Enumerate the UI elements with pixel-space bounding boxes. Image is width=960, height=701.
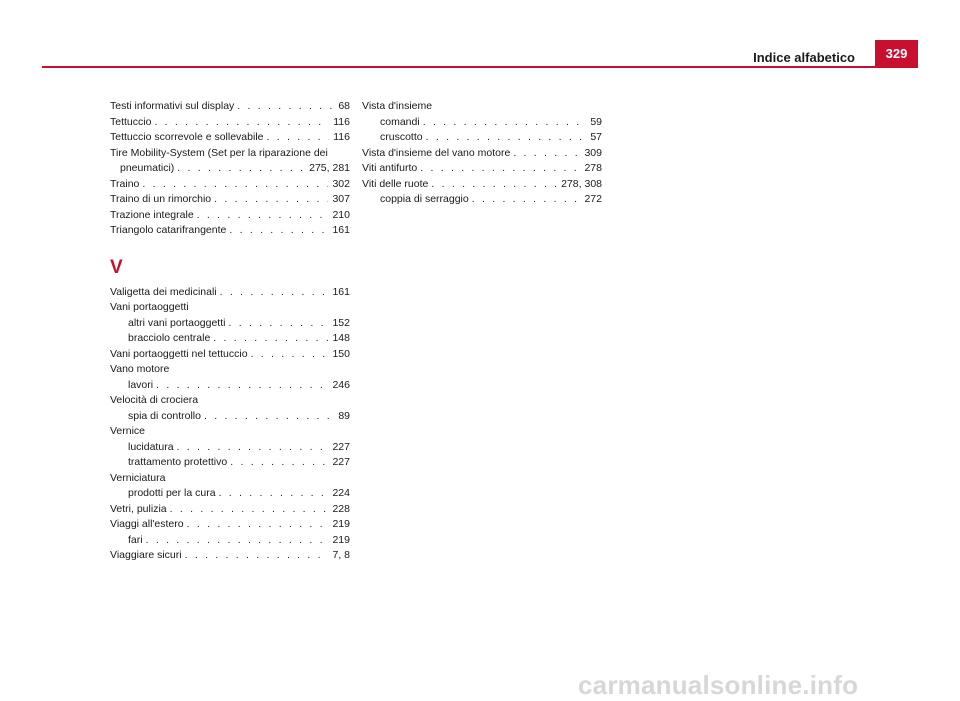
entry-term: Tire Mobility-System (Set per la riparazione dei bbox=[110, 146, 328, 159]
index-title: Indice alfabetico bbox=[753, 50, 855, 65]
page-number-badge: 329 bbox=[875, 40, 918, 67]
entry-page: 272 bbox=[584, 193, 602, 205]
index-entry bbox=[110, 424, 350, 471]
index-entry bbox=[110, 362, 350, 393]
index-subentry bbox=[362, 192, 602, 208]
entry-page: 219 bbox=[332, 518, 350, 530]
index-entry bbox=[110, 347, 350, 363]
entry-page: 89 bbox=[338, 409, 350, 422]
index-subentry bbox=[110, 378, 350, 394]
subentry-term: comandi bbox=[380, 115, 420, 128]
entry-page: 59 bbox=[590, 115, 602, 128]
index-entry bbox=[110, 502, 350, 518]
index-subentry bbox=[110, 331, 350, 347]
index-subentry bbox=[110, 409, 350, 425]
index-entry bbox=[110, 393, 350, 424]
entry-page: 57 bbox=[590, 131, 602, 143]
index-entry bbox=[362, 161, 602, 177]
subentry-term: coppia di serraggio bbox=[380, 193, 469, 205]
index-subentry bbox=[110, 455, 350, 471]
index-entry bbox=[110, 548, 350, 564]
entry-page: 161 bbox=[332, 285, 350, 298]
watermark-text: carmanualsonline.info bbox=[578, 670, 859, 700]
section-letter: V bbox=[110, 256, 123, 278]
entry-page: 224 bbox=[332, 487, 350, 499]
subentry-term: cruscotto bbox=[380, 131, 423, 143]
index-entry bbox=[110, 115, 350, 131]
index-entry bbox=[110, 130, 350, 146]
entry-heading: Velocità di crociera bbox=[110, 394, 199, 406]
entry-heading: Verniciatura bbox=[110, 471, 166, 484]
entry-term: Tettuccio bbox=[110, 115, 152, 128]
index-entry bbox=[362, 177, 602, 208]
entry-page: 278 bbox=[584, 162, 602, 174]
entry-term: Viaggiare sicuri bbox=[110, 549, 182, 561]
entry-term-continued: pneumatici) bbox=[120, 162, 175, 174]
subentry-term: altri vani portaoggetti bbox=[128, 316, 226, 329]
index-entry bbox=[110, 517, 350, 548]
entry-term: Traino di un rimorchio bbox=[110, 193, 212, 205]
index-entry bbox=[110, 300, 350, 347]
entry-page: 246 bbox=[332, 378, 350, 391]
entry-term: Testi informativi sul display bbox=[110, 100, 235, 112]
subentry-term: lucidatura bbox=[128, 440, 174, 453]
entry-page: 309 bbox=[584, 146, 602, 159]
index-entry bbox=[110, 208, 350, 224]
entry-page: 150 bbox=[332, 347, 350, 360]
entry-page: 116 bbox=[333, 115, 350, 128]
entry-heading: Vista d'insieme bbox=[362, 100, 433, 112]
index-entry bbox=[110, 99, 350, 115]
entry-term: Tettuccio scorrevole e sollevabile bbox=[110, 131, 264, 143]
index-column-right bbox=[362, 99, 602, 208]
entry-page: 227 bbox=[332, 440, 350, 453]
entry-term: Vista d'insieme del vano motore bbox=[362, 146, 511, 159]
entry-page: 7, 8 bbox=[332, 549, 350, 561]
entry-term: Viti antifurto bbox=[362, 162, 418, 174]
index-subentry bbox=[110, 533, 350, 549]
subentry-term: fari bbox=[128, 533, 143, 546]
subentry-term: prodotti per la cura bbox=[128, 487, 216, 499]
entry-heading: Vernice bbox=[110, 425, 146, 437]
entry-term: Vetri, pulizia bbox=[110, 502, 167, 515]
entry-heading: Vano motore bbox=[110, 363, 170, 375]
entry-page: 161 bbox=[332, 224, 350, 236]
index-subentry bbox=[110, 486, 350, 502]
entry-page: 219 bbox=[332, 533, 350, 546]
index-column-left bbox=[110, 99, 350, 564]
entry-page: 68 bbox=[338, 100, 350, 112]
index-entry bbox=[110, 146, 350, 177]
entry-term: Traino bbox=[110, 177, 140, 190]
index-subentry bbox=[110, 316, 350, 332]
index-entry bbox=[110, 471, 350, 502]
entry-term: Vani portaoggetti nel tettuccio bbox=[110, 347, 248, 360]
entry-term: Triangolo catarifrangente bbox=[110, 224, 227, 236]
entry-page: 210 bbox=[332, 208, 350, 221]
index-subentry bbox=[110, 440, 350, 456]
index-entry bbox=[110, 223, 350, 239]
entry-page: 228 bbox=[332, 502, 350, 515]
entry-page: 227 bbox=[332, 456, 350, 468]
entry-term: Viti delle ruote bbox=[362, 177, 429, 190]
entry-page: 307 bbox=[332, 193, 350, 205]
subentry-term: spia di controllo bbox=[128, 409, 201, 422]
entry-page: 148 bbox=[332, 332, 350, 344]
entry-page: 275, 281 bbox=[309, 162, 350, 174]
index-entry bbox=[362, 99, 602, 146]
index-subentry bbox=[362, 130, 602, 146]
entry-term: Viaggi all'estero bbox=[110, 518, 184, 530]
subentry-term: bracciolo centrale bbox=[128, 332, 211, 344]
index-entry bbox=[110, 177, 350, 193]
index-entry bbox=[362, 146, 602, 162]
subentry-term: trattamento protettivo bbox=[128, 456, 228, 468]
entry-page: 302 bbox=[332, 177, 350, 190]
header-rule bbox=[42, 66, 918, 68]
entry-page: 116 bbox=[333, 131, 350, 143]
entry-page: 152 bbox=[332, 316, 350, 329]
index-subentry bbox=[362, 115, 602, 131]
entry-page: 278, 308 bbox=[561, 177, 602, 190]
index-entry bbox=[110, 192, 350, 208]
index-entry bbox=[110, 285, 350, 301]
entry-heading: Vani portaoggetti bbox=[110, 301, 189, 313]
subentry-term: lavori bbox=[128, 378, 154, 391]
entry-term: Valigetta dei medicinali bbox=[110, 285, 217, 298]
entry-term: Trazione integrale bbox=[110, 208, 194, 221]
